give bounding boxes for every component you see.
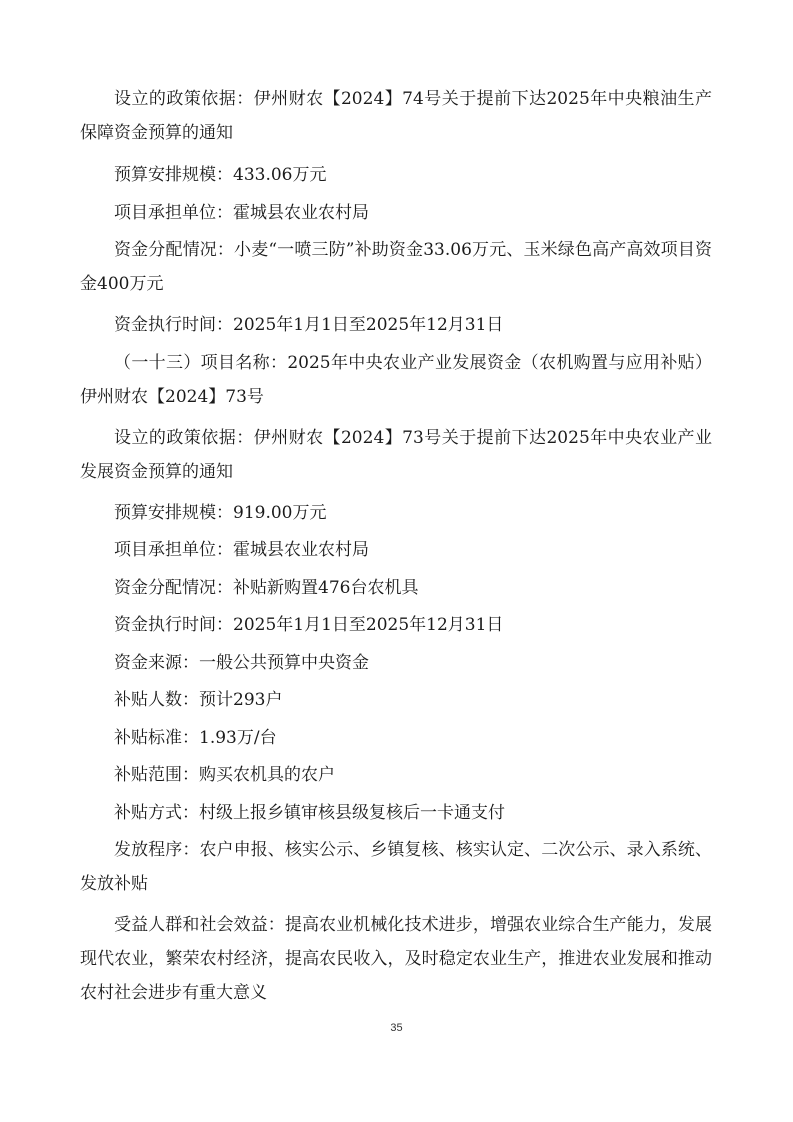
paragraph-execution-time-1: 资金执行时间：2025年1月1日至2025年12月31日 — [114, 315, 504, 335]
paragraph-budget-scale-2: 预算安排规模：919.00万元 — [114, 503, 327, 523]
paragraph-subsidy-standard: 补贴标准：1.93万/台 — [114, 728, 277, 748]
paragraph-subsidy-scope: 补贴范围：购买农机具的农户 — [114, 765, 335, 785]
paragraph-social-benefit: 受益人群和社会效益：提高农业机械化技术进步，增强农业综合生产能力，发展现代农业，繁荣农村经济，提高农民收入，及时稳定农业生产，推进农业发展和推动农村社会进步有重大意义 — [80, 915, 712, 1003]
paragraph-policy-basis-74: 设立的政策依据：伊州财农【2024】74号关于提前下达2025年中央粮油生产保障资金预算的通知 — [80, 89, 712, 143]
paragraph-project-name-13: （一十三）项目名称：2025年中央农业产业发展资金（农机购置与应用补贴）伊州财农【2024】73号 — [80, 353, 712, 407]
paragraph-policy-basis-73: 设立的政策依据：伊州财农【2024】73号关于提前下达2025年中央农业产业发展资金预算的通知 — [80, 428, 712, 482]
paragraph-subsidy-method: 补贴方式：村级上报乡镇审核县级复核后一卡通支付 — [114, 803, 505, 823]
paragraph-budget-scale-1: 预算安排规模：433.06万元 — [114, 165, 327, 185]
paragraph-issuing-procedure: 发放程序：农户申报、核实公示、乡镇复核、核实认定、二次公示、录入系统、发放补贴 — [80, 840, 712, 894]
paragraph-undertaking-unit-1: 项目承担单位：霍城县农业农村局 — [114, 203, 369, 223]
paragraph-subsidy-count: 补贴人数：预计293户 — [114, 690, 283, 710]
paragraph-undertaking-unit-2: 项目承担单位：霍城县农业农村局 — [114, 540, 369, 560]
paragraph-fund-source: 资金来源：一般公共预算中央资金 — [114, 653, 369, 673]
paragraph-execution-time-2: 资金执行时间：2025年1月1日至2025年12月31日 — [114, 615, 504, 635]
page-number: 35 — [390, 1022, 403, 1034]
paragraph-fund-allocation-1: 资金分配情况：小麦“一喷三防”补助资金33.06万元、玉米绿色高产高效项目资金400万元 — [80, 240, 712, 294]
paragraph-fund-allocation-2: 资金分配情况：补贴新购置476台农机具 — [114, 578, 419, 598]
